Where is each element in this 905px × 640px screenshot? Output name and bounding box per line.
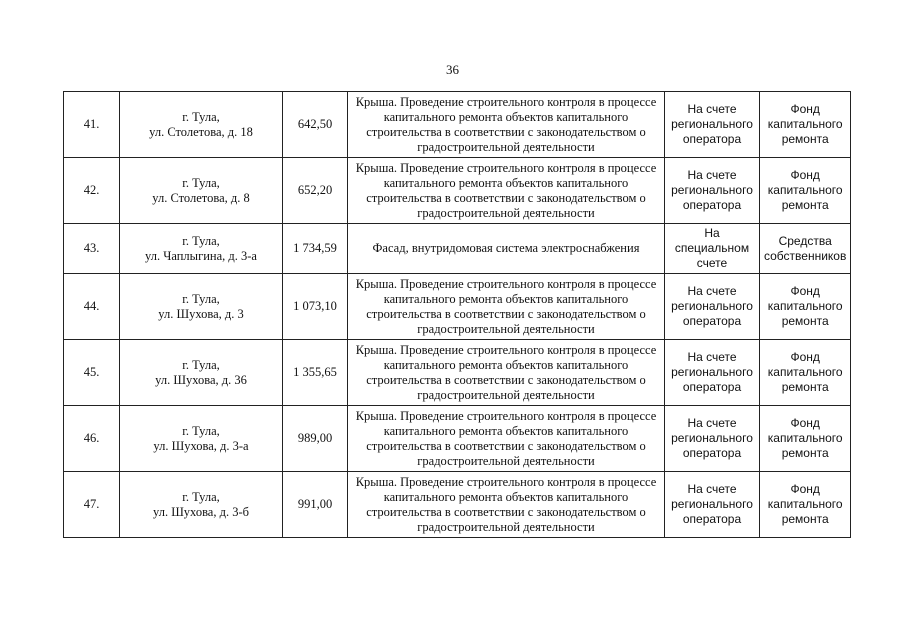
address-city: г. Тула, — [182, 357, 220, 372]
table-row — [64, 224, 851, 274]
address-cell — [120, 274, 283, 340]
fund-line: капитального — [767, 299, 843, 313]
work-line: Крыша. Проведение строительного контроля в процессе — [355, 408, 657, 423]
address-cell — [120, 158, 283, 224]
row-number: 45. — [64, 340, 120, 406]
work-line: градостроительной деятельности — [417, 139, 595, 154]
account-line: На счете — [687, 350, 737, 364]
fund-line: ремонта — [781, 512, 829, 526]
address-city: г. Тула, — [182, 109, 220, 124]
account-line: оператора — [682, 446, 742, 460]
funding-source-cell — [760, 472, 851, 538]
account-cell — [665, 224, 760, 274]
area-cell: 1 355,65 — [283, 340, 348, 406]
account-line: специальном — [674, 241, 750, 255]
address-street: ул. Шухова, д. 3 — [158, 306, 244, 321]
fund-line: ремонта — [781, 446, 829, 460]
fund-line: Фонд — [790, 168, 820, 182]
funding-source-cell — [760, 92, 851, 158]
fund-line: Фонд — [790, 102, 820, 116]
work-line: капитального ремонта объектов капитального — [383, 357, 629, 372]
account-line: оператора — [682, 380, 742, 394]
address-street: ул. Шухова, д. 3-б — [153, 504, 249, 519]
work-line: капитального ремонта объектов капитального — [383, 175, 629, 190]
address-cell — [120, 472, 283, 538]
account-cell — [665, 472, 760, 538]
work-description-cell — [348, 92, 665, 158]
address-street: ул. Чаплыгина, д. 3-а — [145, 248, 257, 263]
account-line: регионального — [671, 431, 753, 445]
area-cell: 989,00 — [283, 406, 348, 472]
table-row — [64, 274, 851, 340]
fund-line: Фонд — [790, 416, 820, 430]
funding-source-cell — [760, 406, 851, 472]
work-line: строительства в соответствии с законодательством о — [366, 504, 646, 519]
row-number: 46. — [64, 406, 120, 472]
area-cell: 1 073,10 — [283, 274, 348, 340]
fund-line: ремонта — [781, 132, 829, 146]
work-description-cell — [348, 158, 665, 224]
account-line: счете — [696, 256, 728, 270]
account-cell — [665, 340, 760, 406]
address-cell — [120, 340, 283, 406]
fund-line: Средства — [778, 233, 832, 248]
address-city: г. Тула, — [182, 423, 220, 438]
address-street: ул. Столетова, д. 8 — [152, 190, 250, 205]
account-cell — [665, 406, 760, 472]
account-line: оператора — [682, 198, 742, 212]
fund-line: капитального — [767, 365, 843, 379]
work-line: Фасад, внутридомовая система электроснабжения — [372, 241, 640, 255]
account-line: регионального — [671, 365, 753, 379]
account-cell — [665, 158, 760, 224]
address-city: г. Тула, — [182, 291, 220, 306]
area-cell: 991,00 — [283, 472, 348, 538]
area-cell: 652,20 — [283, 158, 348, 224]
table-row — [64, 340, 851, 406]
fund-line: собственников — [764, 248, 847, 263]
work-line: Крыша. Проведение строительного контроля в процессе — [355, 276, 657, 291]
work-line: строительства в соответствии с законодательством о — [366, 190, 646, 205]
fund-line: капитального — [767, 497, 843, 511]
fund-line: ремонта — [781, 198, 829, 212]
address-city: г. Тула, — [182, 233, 220, 248]
fund-line: капитального — [767, 183, 843, 197]
address-cell — [120, 406, 283, 472]
address-street: ул. Шухова, д. 3-а — [153, 438, 249, 453]
fund-line: Фонд — [790, 284, 820, 298]
page-number: 36 — [446, 62, 459, 77]
fund-line: капитального — [767, 431, 843, 445]
table-row — [64, 406, 851, 472]
account-line: регионального — [671, 117, 753, 131]
account-line: На счете — [687, 168, 737, 182]
work-line: капитального ремонта объектов капитального — [383, 489, 629, 504]
account-line: На счете — [687, 482, 737, 496]
area-cell: 642,50 — [283, 92, 348, 158]
repair-registry-table — [63, 91, 851, 538]
account-line: регионального — [671, 299, 753, 313]
account-line: оператора — [682, 512, 742, 526]
funding-source-cell — [760, 274, 851, 340]
work-line: градостроительной деятельности — [417, 321, 595, 336]
work-description-cell — [348, 472, 665, 538]
work-line: градостроительной деятельности — [417, 519, 595, 534]
work-line: строительства в соответствии с законодательством о — [366, 372, 646, 387]
address-street: ул. Шухова, д. 36 — [155, 372, 247, 387]
account-line: регионального — [671, 183, 753, 197]
row-number: 47. — [64, 472, 120, 538]
row-number: 43. — [64, 224, 120, 274]
row-number: 44. — [64, 274, 120, 340]
fund-line: ремонта — [781, 314, 829, 328]
account-cell — [665, 274, 760, 340]
account-line: На — [704, 226, 720, 240]
work-line: Крыша. Проведение строительного контроля в процессе — [355, 160, 657, 175]
funding-source-cell — [760, 340, 851, 406]
work-line: градостроительной деятельности — [417, 453, 595, 468]
work-description-cell — [348, 406, 665, 472]
account-line: На счете — [687, 284, 737, 298]
address-cell — [120, 224, 283, 274]
fund-line: Фонд — [790, 482, 820, 496]
fund-line: Фонд — [790, 350, 820, 364]
address-city: г. Тула, — [182, 175, 220, 190]
area-cell: 1 734,59 — [283, 224, 348, 274]
row-number: 42. — [64, 158, 120, 224]
funding-source-cell — [760, 158, 851, 224]
account-line: оператора — [682, 314, 742, 328]
work-line: строительства в соответствии с законодательством о — [366, 438, 646, 453]
table-row — [64, 158, 851, 224]
work-line: капитального ремонта объектов капитального — [383, 291, 629, 306]
work-line: капитального ремонта объектов капитального — [383, 423, 629, 438]
account-cell — [665, 92, 760, 158]
table-row — [64, 92, 851, 158]
fund-line: капитального — [767, 117, 843, 131]
work-line: Крыша. Проведение строительного контроля в процессе — [355, 94, 657, 109]
funding-source-cell — [760, 224, 851, 274]
work-line: строительства в соответствии с законодательством о — [366, 306, 646, 321]
account-line: На счете — [687, 416, 737, 430]
work-description-cell — [348, 224, 665, 274]
address-cell — [120, 92, 283, 158]
work-description-cell — [348, 340, 665, 406]
work-line: градостроительной деятельности — [417, 205, 595, 220]
address-city: г. Тула, — [182, 489, 220, 504]
work-line: строительства в соответствии с законодательством о — [366, 124, 646, 139]
address-street: ул. Столетова, д. 18 — [149, 124, 253, 139]
account-line: оператора — [682, 132, 742, 146]
work-description-cell — [348, 274, 665, 340]
work-line: Крыша. Проведение строительного контроля в процессе — [355, 474, 657, 489]
row-number: 41. — [64, 92, 120, 158]
work-line: капитального ремонта объектов капитального — [383, 109, 629, 124]
work-line: Крыша. Проведение строительного контроля в процессе — [355, 342, 657, 357]
account-line: На счете — [687, 102, 737, 116]
fund-line: ремонта — [781, 380, 829, 394]
account-line: регионального — [671, 497, 753, 511]
work-line: градостроительной деятельности — [417, 387, 595, 402]
table-row — [64, 472, 851, 538]
